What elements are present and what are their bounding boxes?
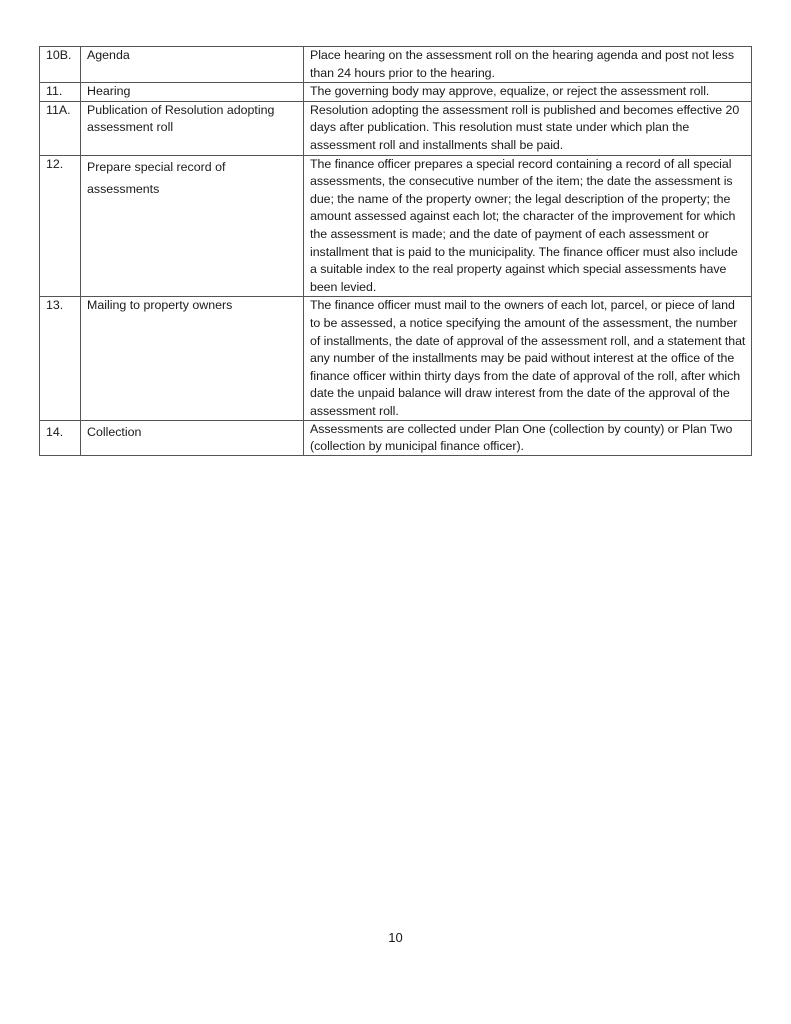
step-number: 13. bbox=[40, 297, 81, 421]
step-number: 11A. bbox=[40, 101, 81, 155]
table-row bbox=[40, 101, 752, 155]
step-name: Publication of Resolution adopting assessment roll bbox=[81, 101, 304, 155]
step-description: Assessments are collected under Plan One (collection by county) or Plan Two (collection by municipal finance officer). bbox=[304, 421, 752, 456]
table-row bbox=[40, 155, 752, 297]
step-description: The finance officer prepares a special record containing a record of all special assessments, the consecutive number of the item; the date the assessment is due; the name of the property owner; the legal description of the property; the amount assessed against each lot; the character of the improvement for which the assessment is made; and the date of payment of each assessment or installment that is paid to the municipality. The finance officer must also include a suitable index to the real property against which special assessments have been levied. bbox=[304, 155, 752, 297]
table-row bbox=[40, 83, 752, 102]
step-number: 11. bbox=[40, 83, 81, 102]
step-description: The finance officer must mail to the owners of each lot, parcel, or piece of land to be assessed, a notice specifying the amount of the assessment, the number of installments, the date of approval of the assessment roll, and a statement that any number of the installments may be paid without interest at the office of the finance officer within thirty days from the date of approval of the roll, after which date the unpaid balance will draw interest from the date of the approval of the assessment roll. bbox=[304, 297, 752, 421]
table-row bbox=[40, 297, 752, 421]
step-name: Collection bbox=[81, 421, 304, 456]
step-number: 14. bbox=[40, 421, 81, 456]
table-row bbox=[40, 421, 752, 456]
step-name: Agenda bbox=[81, 47, 304, 83]
step-description: Place hearing on the assessment roll on the hearing agenda and post not less than 24 hours prior to the hearing. bbox=[304, 47, 752, 83]
page-number: 10 bbox=[388, 930, 403, 945]
step-description: Resolution adopting the assessment roll is published and becomes effective 20 days after publication. This resolution must state under which plan the assessment roll and installments shall be paid. bbox=[304, 101, 752, 155]
assessment-steps-table bbox=[39, 46, 752, 456]
step-name: Prepare special record of assessments bbox=[81, 155, 304, 297]
step-description: The governing body may approve, equalize, or reject the assessment roll. bbox=[304, 83, 752, 102]
step-number: 12. bbox=[40, 155, 81, 297]
step-number: 10B. bbox=[40, 47, 81, 83]
step-name: Hearing bbox=[81, 83, 304, 102]
step-name: Mailing to property owners bbox=[81, 297, 304, 421]
table-row bbox=[40, 47, 752, 83]
